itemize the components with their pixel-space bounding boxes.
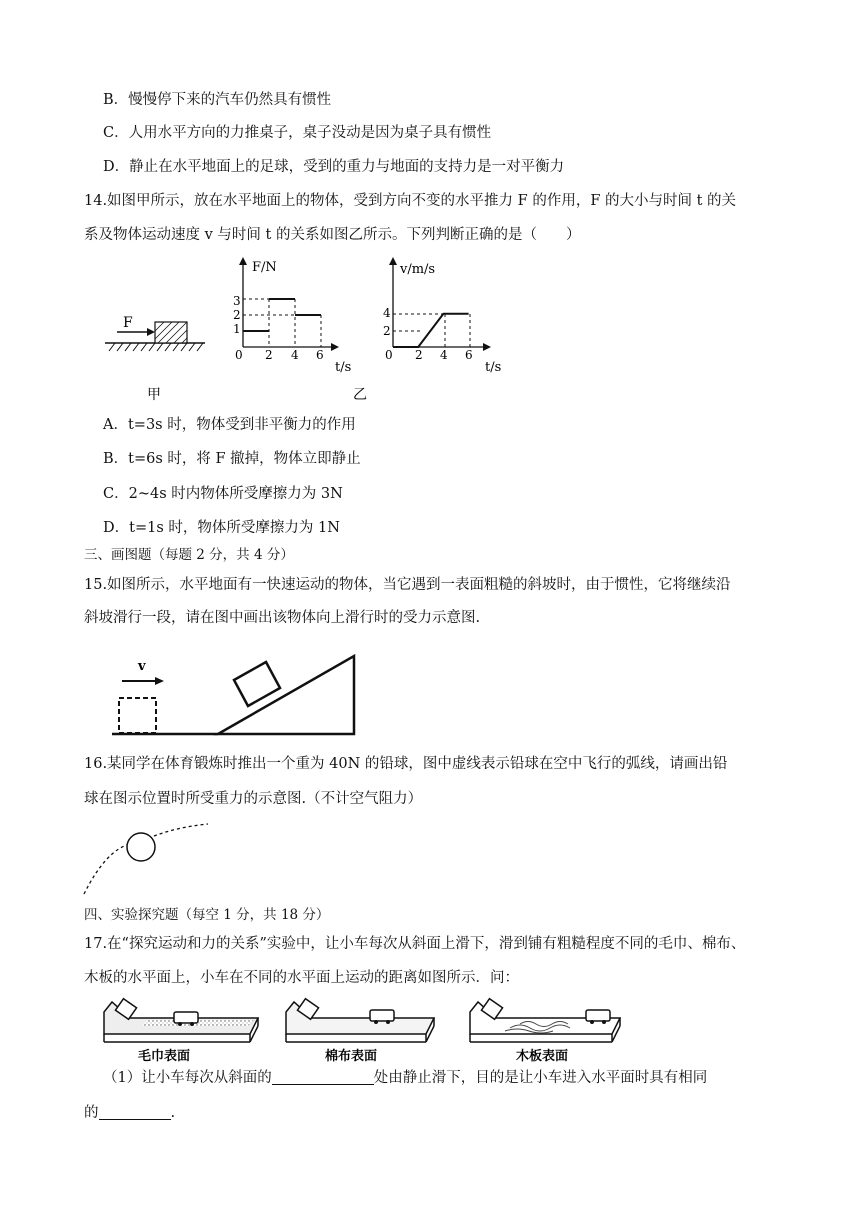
- question-14-line1: 14.如图甲所示，放在水平地面上的物体，受到方向不变的水平推力 F 的作用，F 的大小与时间 t 的关: [84, 193, 737, 209]
- question-15-line1: 15.如图所示，水平地面有一快速运动的物体，当它遇到一表面粗糙的斜坡时，由于惯性，它将继续沿: [84, 577, 731, 593]
- panel-towel: [104, 999, 258, 1064]
- graph2-ylabel: v/m/s: [400, 262, 436, 277]
- graph2-xtick-2: 2: [415, 348, 423, 362]
- label-cotton: 棉布表面: [325, 1049, 378, 1064]
- graph2-ytick-4: 4: [383, 306, 391, 320]
- velocity-label: v: [138, 659, 146, 674]
- q17-part1-text-d: .: [170, 1105, 176, 1121]
- graph1-xlabel: t/s: [335, 360, 352, 375]
- graph1-xtick-2: 2: [265, 348, 273, 362]
- panel-wood: [470, 999, 620, 1064]
- caption-yi: 乙: [353, 387, 367, 403]
- graph1-ytick-3: 3: [233, 294, 241, 308]
- label-towel: 毛巾表面: [138, 1049, 191, 1064]
- force-label: F: [123, 315, 133, 331]
- panel-cotton: [286, 999, 434, 1064]
- label-wood: 木板表面: [516, 1049, 569, 1064]
- graph1-ytick-2: 2: [233, 308, 241, 322]
- graph2-xlabel: t/s: [485, 360, 502, 375]
- graph1-xtick-6: 6: [316, 348, 324, 362]
- block-on-slope: [234, 662, 280, 706]
- graph-force-time: [233, 257, 351, 375]
- blank-1[interactable]: [272, 1069, 374, 1085]
- graph2-origin: 0: [385, 348, 393, 362]
- figure-17: [100, 996, 625, 1066]
- question-17-line1: 17.在“探究运动和力的关系”实验中，让小车每次从斜面上滑下，滑到铺有粗糙程度不同的毛巾、棉布、: [84, 936, 746, 952]
- figure-14-jia: [105, 315, 205, 403]
- question-17-line2: 木板的水平面上，小车在不同的水平面上运动的距离如图所示．问：: [84, 970, 519, 986]
- figure-14: [95, 255, 515, 405]
- q17-part1-text-a: （1）让小车每次从斜面的: [103, 1070, 272, 1086]
- section-4-heading: 四、实验探究题（每空 1 分，共 18 分）: [84, 907, 330, 923]
- question-15-line2: 斜坡滑行一段，请在图中画出该物体向上滑行时的受力示意图.: [84, 610, 481, 626]
- option-b-14: B．t=6s 时，将 F 撤掉，物体立即静止: [103, 451, 361, 467]
- figure-15: [108, 648, 368, 748]
- option-b-13: B．慢慢停下来的汽车仍然具有惯性: [103, 92, 332, 108]
- graph2-ytick-2: 2: [383, 324, 391, 338]
- option-d-14: D．t=1s 时，物体所受摩擦力为 1N: [103, 520, 340, 536]
- figure-16: [78, 820, 218, 900]
- section-3-heading: 三、画图题（每题 2 分，共 4 分）: [84, 547, 294, 563]
- blank-2[interactable]: [99, 1104, 171, 1120]
- question-16-line2: 球在图示位置时所受重力的示意图.（不计空气阻力）: [84, 791, 423, 807]
- option-a-14: A．t=3s 时，物体受到非平衡力的作用: [103, 417, 356, 433]
- graph2-velocity-line: [393, 314, 469, 347]
- q17-part1-text-b: 处由静止滑下，目的是让小车进入水平面时具有相同: [373, 1070, 708, 1086]
- q17-part1-text-c: 的: [84, 1105, 99, 1121]
- caption-jia: 甲: [147, 387, 161, 403]
- graph2-xtick-6: 6: [465, 348, 473, 362]
- option-c-14: C．2~4s 时内物体所受摩擦力为 3N: [103, 486, 343, 502]
- graph1-xtick-4: 4: [291, 348, 299, 362]
- question-14-line2: 系及物体运动速度 v 与时间 t 的关系如图乙所示。下列判断正确的是（ ）: [84, 227, 581, 243]
- question-17-part1-line2: [84, 1103, 175, 1123]
- shot-put-ball: [127, 833, 155, 861]
- question-17-part1-line1: [103, 1068, 707, 1088]
- option-c-13: C．人用水平方向的力推桌子，桌子没动是因为桌子具有惯性: [103, 125, 492, 141]
- option-d-13: D．静止在水平地面上的足球，受到的重力与地面的支持力是一对平衡力: [103, 159, 565, 175]
- question-16-line1: 16.某同学在体育锻炼时推出一个重为 40N 的铅球，图中虚线表示铅球在空中飞行的弧线，请画出铅: [84, 756, 728, 772]
- graph1-origin: 0: [235, 348, 243, 362]
- graph2-xtick-4: 4: [440, 348, 448, 362]
- graph1-ylabel: F/N: [252, 260, 277, 275]
- graph1-ytick-1: 1: [233, 322, 241, 336]
- graph-velocity-time: [353, 257, 501, 403]
